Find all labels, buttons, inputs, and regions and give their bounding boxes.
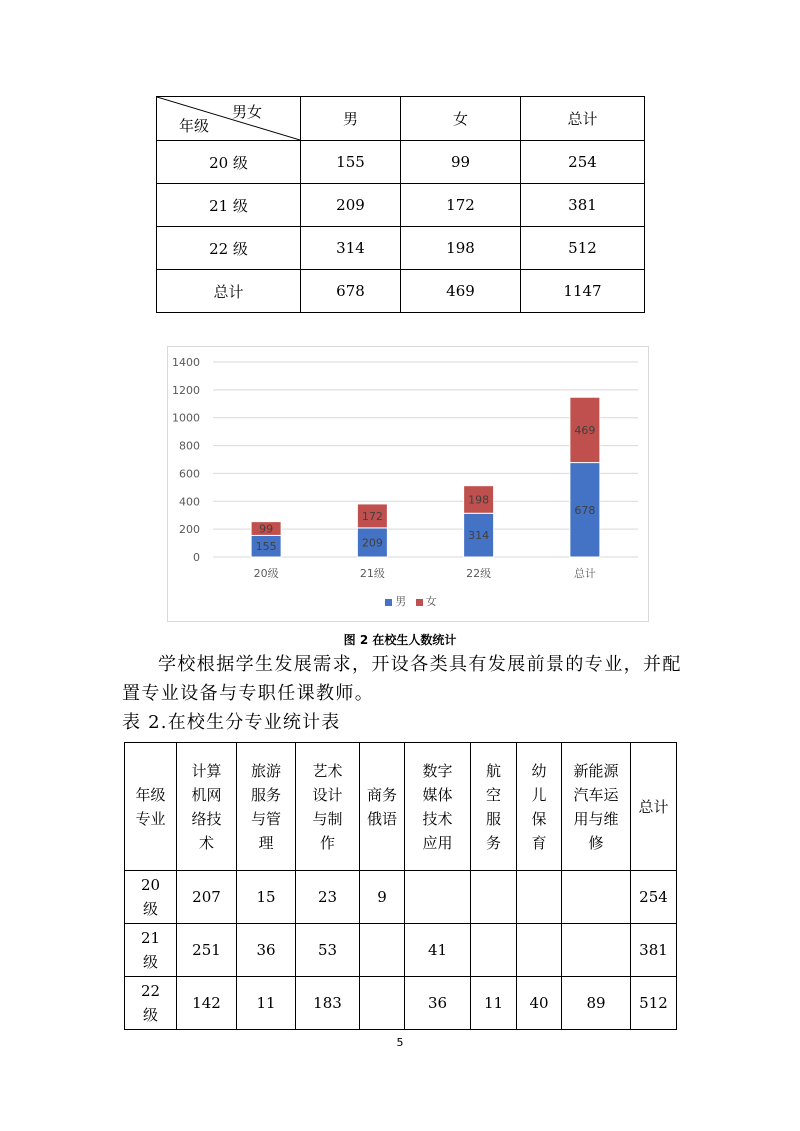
table-row	[125, 871, 677, 924]
cell-female: 99	[401, 141, 521, 184]
cell-female: 198	[401, 227, 521, 270]
data-label: 209	[361, 536, 383, 550]
header-digital-media: 数字 媒体 技术 应用	[405, 743, 471, 871]
table-cell: 36	[237, 924, 296, 977]
cell-male: 314	[301, 227, 401, 270]
diagonal-header-cell	[157, 97, 301, 141]
table-cell: 381	[631, 924, 677, 977]
chart-legend	[168, 593, 648, 609]
row-grade: 22 级	[157, 227, 301, 270]
table-cell: 11	[471, 977, 517, 1030]
y-tick-label: 1400	[172, 356, 200, 369]
table-cell: 40	[517, 977, 562, 1030]
table-row	[157, 184, 645, 227]
x-tick-label: 21级	[359, 567, 385, 580]
row-grade: 20 级	[125, 871, 177, 924]
data-label: 99	[259, 522, 274, 536]
page-number: 5	[396, 1036, 404, 1049]
major-stats-table	[124, 742, 677, 1030]
legend-female-swatch	[416, 599, 423, 606]
legend-female-label: 女	[425, 595, 437, 608]
y-tick-label: 200	[179, 523, 200, 537]
cell-female: 172	[401, 184, 521, 227]
data-label: 172	[361, 509, 383, 523]
grade-gender-table	[156, 96, 645, 313]
table-cell	[562, 924, 631, 977]
cell-male: 155	[301, 141, 401, 184]
header-new-energy-vehicle: 新能源 汽车运 用与维 修	[562, 743, 631, 871]
row-grade: 20 级	[157, 141, 301, 184]
header-total: 总计	[631, 743, 677, 871]
row-grade: 22 级	[125, 977, 177, 1030]
table-cell	[360, 977, 405, 1030]
table-cell: 53	[296, 924, 360, 977]
cell-total: 381	[521, 184, 645, 227]
table-row	[125, 924, 677, 977]
header-total: 总计	[521, 97, 645, 141]
table-cell: 183	[296, 977, 360, 1030]
table-cell: 41	[405, 924, 471, 977]
table-cell	[471, 871, 517, 924]
table-row	[125, 977, 677, 1030]
column-dimension-label: 男女	[231, 103, 262, 121]
table-cell: 89	[562, 977, 631, 1030]
student-count-chart	[167, 346, 649, 622]
table-row	[157, 227, 645, 270]
data-label: 678	[574, 503, 596, 517]
table-cell: 251	[177, 924, 237, 977]
table-cell	[517, 871, 562, 924]
cell-female: 469	[401, 270, 521, 313]
header-childcare: 幼 儿 保 育	[517, 743, 562, 871]
table-row	[157, 141, 645, 184]
table-cell	[517, 924, 562, 977]
cell-total: 254	[521, 141, 645, 184]
cell-male: 678	[301, 270, 401, 313]
table-cell: 142	[177, 977, 237, 1030]
header-male: 男	[301, 97, 401, 141]
legend-male-swatch	[385, 599, 392, 606]
table-header-row	[157, 97, 645, 141]
table-cell: 207	[177, 871, 237, 924]
y-tick-label: 1000	[172, 411, 200, 425]
legend-male-label: 男	[395, 595, 407, 608]
y-tick-label: 400	[179, 495, 200, 509]
table-cell: 9	[360, 871, 405, 924]
x-tick-label: 20级	[253, 567, 279, 580]
header-business-russian: 商务 俄语	[360, 743, 405, 871]
header-art-design: 艺术 设计 与制 作	[296, 743, 360, 871]
y-tick-label: 600	[179, 467, 200, 481]
table-cell	[471, 924, 517, 977]
y-tick-label: 0	[193, 551, 200, 564]
row-grade: 总计	[157, 270, 301, 313]
stacked-bar-chart	[168, 347, 648, 621]
cell-total: 1147	[521, 270, 645, 313]
row-grade: 21 级	[157, 184, 301, 227]
table-cell: 254	[631, 871, 677, 924]
table-cell: 15	[237, 871, 296, 924]
table-cell: 11	[237, 977, 296, 1030]
row-grade: 21 级	[125, 924, 177, 977]
table-cell	[360, 924, 405, 977]
header-female: 女	[401, 97, 521, 141]
figure-caption: 图 2 在校生人数统计	[343, 633, 457, 647]
table2-title: 表 2.在校生分专业统计表	[122, 712, 341, 733]
data-label: 314	[468, 529, 490, 543]
table-cell: 36	[405, 977, 471, 1030]
cell-male: 209	[301, 184, 401, 227]
header-tourism-service: 旅游 服务 与管 理	[237, 743, 296, 871]
x-tick-label: 总计	[573, 567, 596, 580]
row-dimension-label: 年级	[179, 117, 210, 135]
y-tick-label: 800	[179, 439, 200, 453]
corner-header: 年级 专业	[125, 743, 177, 871]
data-label: 155	[255, 540, 277, 554]
header-aviation-service: 航 空 服 务	[471, 743, 517, 871]
table-cell: 23	[296, 871, 360, 924]
x-tick-label: 22级	[466, 567, 492, 580]
table-header-row	[125, 743, 677, 871]
table-cell	[405, 871, 471, 924]
data-label: 469	[574, 423, 596, 437]
header-computer-network: 计算 机网 络技 术	[177, 743, 237, 871]
data-label: 198	[468, 493, 490, 507]
table-cell	[562, 871, 631, 924]
y-tick-label: 1200	[172, 383, 200, 397]
cell-total: 512	[521, 227, 645, 270]
table-row	[157, 270, 645, 313]
body-paragraph: 学校根据学生发展需求，开设各类具有发展前景的专业，并配置专业设备与专职任课教师。	[122, 654, 682, 704]
table-cell: 512	[631, 977, 677, 1030]
